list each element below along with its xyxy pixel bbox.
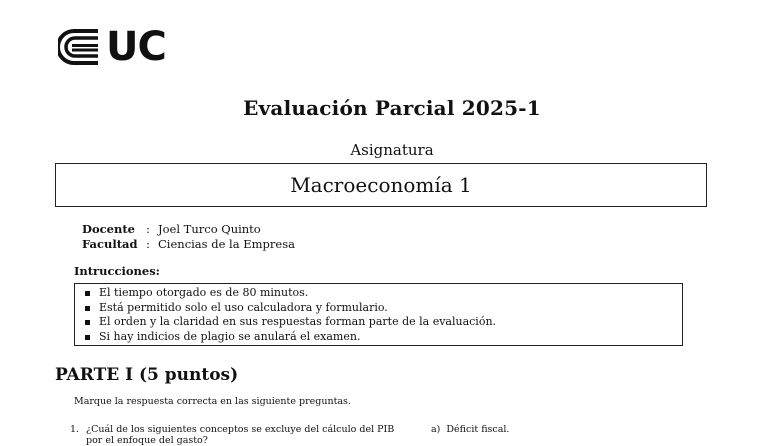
subject-label: Asignatura xyxy=(350,141,434,159)
instructions-heading: Intrucciones: xyxy=(74,264,160,278)
info-row-docente xyxy=(82,222,295,237)
instructions-box xyxy=(74,283,683,346)
uc-logo xyxy=(58,26,166,68)
subject-name: Macroeconomía 1 xyxy=(290,173,472,197)
info-block xyxy=(82,222,295,252)
option-text: Déficit fiscal. xyxy=(446,424,510,435)
info-value: Joel Turco Quinto xyxy=(158,222,261,236)
instruction-item: El orden y la claridad en sus respuestas forman parte de la evaluación. xyxy=(99,315,682,330)
instruction-item: Está permitido solo el uso calculadora y formulario. xyxy=(99,301,682,316)
question-1-option-a xyxy=(431,424,509,435)
question-number: 1. xyxy=(70,424,80,435)
exam-title: Evaluación Parcial 2025-1 xyxy=(243,96,541,120)
part-title: PARTE I (5 puntos) xyxy=(55,365,239,385)
instruction-item: Si hay indicios de plagio se anulará el examen. xyxy=(99,330,682,345)
info-separator: : xyxy=(146,222,150,236)
question-text: ¿Cuál de los siguientes conceptos se excluye del cálculo del PIB por el enfoque del gasto? xyxy=(86,424,395,446)
info-key: Docente xyxy=(82,222,135,236)
uc-emblem-icon xyxy=(58,28,102,66)
info-key: Facultad xyxy=(82,237,138,251)
instruction-item: El tiempo otorgado es de 80 minutos. xyxy=(99,286,682,301)
info-value: Ciencias de la Empresa xyxy=(158,237,295,251)
option-label: a) xyxy=(431,424,441,435)
logo-text: UC xyxy=(106,24,166,70)
info-separator: : xyxy=(146,237,150,251)
part-instruction: Marque la respuesta correcta en las siguiente preguntas. xyxy=(74,396,351,407)
subject-box xyxy=(55,163,707,207)
question-1 xyxy=(70,424,404,446)
info-row-facultad xyxy=(82,237,295,252)
